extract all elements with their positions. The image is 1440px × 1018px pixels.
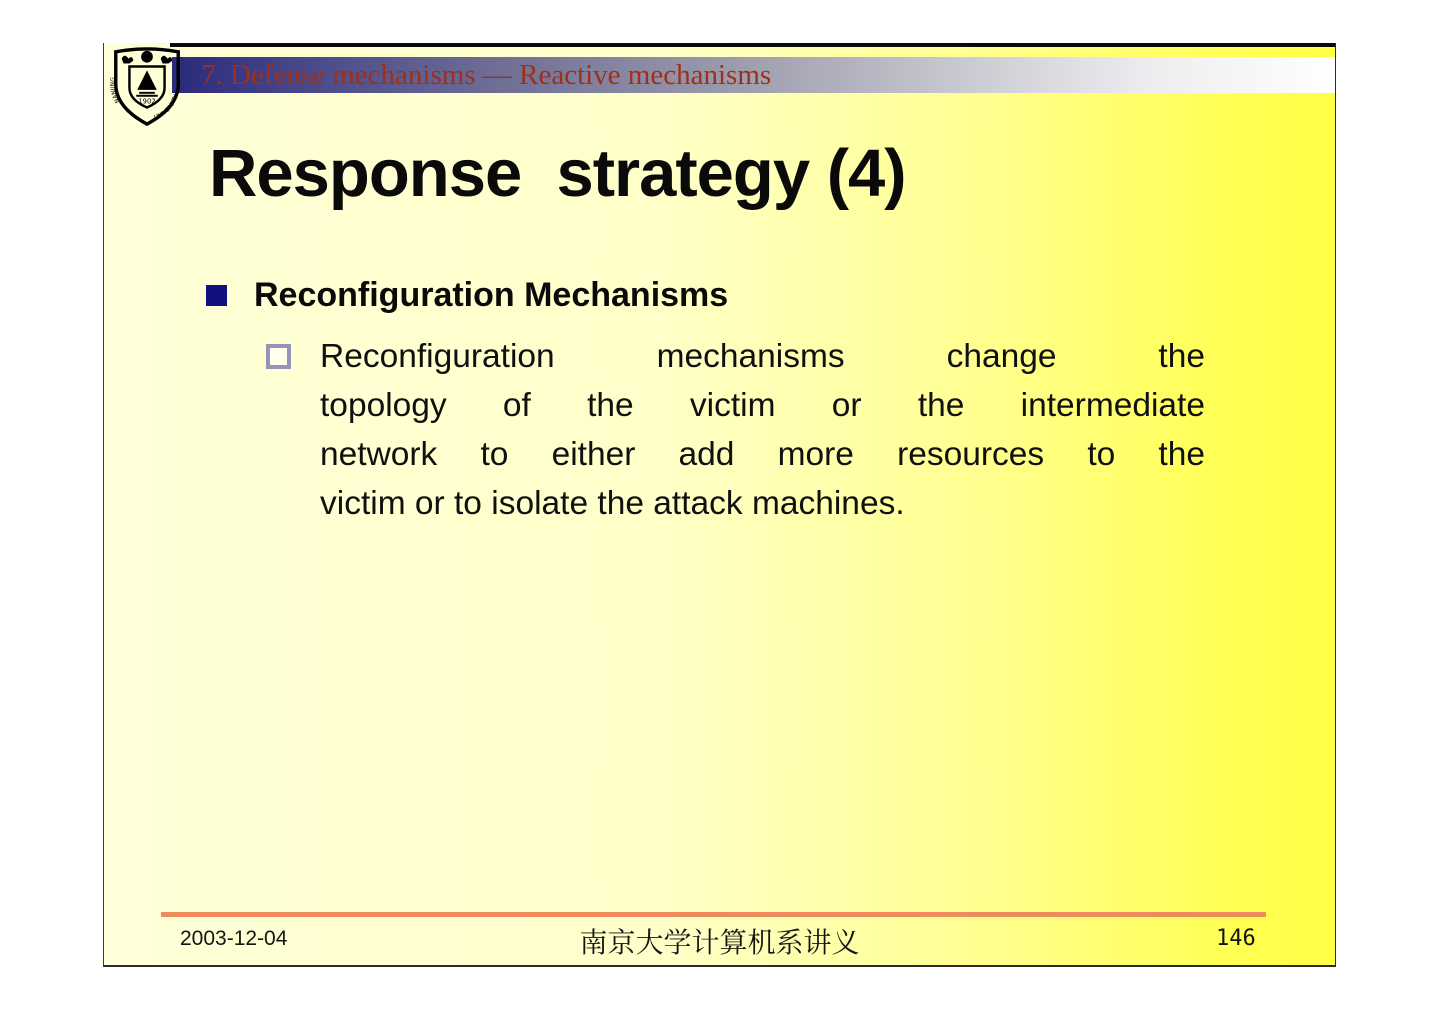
body-text-line: network to either add more resources to the bbox=[320, 436, 1205, 473]
footer-center-text: 南京大学计算机系讲义 bbox=[579, 928, 860, 959]
crest-icon bbox=[106, 45, 188, 127]
body-text-line: Reconfiguration mechanisms change the bbox=[320, 338, 1205, 375]
body-text-line: victim or to isolate the attack machines. bbox=[320, 485, 905, 522]
slide-canvas bbox=[103, 43, 1336, 967]
hollow-square-bullet-icon bbox=[266, 344, 291, 369]
bullet-level1 bbox=[206, 276, 728, 315]
svg-text:NANJING bbox=[110, 77, 121, 104]
svg-text:UNIVERSITY bbox=[153, 94, 179, 122]
square-bullet-icon bbox=[206, 285, 227, 306]
crest-arc-text-right: UNIVERSITY bbox=[153, 93, 180, 122]
body-text-line: topology of the victim or the intermediate bbox=[320, 387, 1205, 424]
slide-title: Response strategy (4) bbox=[209, 136, 906, 211]
footer-date: 2003-12-04 bbox=[180, 927, 288, 950]
bullet-level1-text: Reconfiguration Mechanisms bbox=[254, 276, 729, 314]
header-top-rule bbox=[170, 43, 1335, 47]
header-bar bbox=[172, 57, 1335, 93]
bullet-level2 bbox=[266, 332, 1205, 528]
crest-year: 1902 bbox=[138, 97, 156, 106]
breadcrumb: 7. Defense mechanisms — Reactive mechanisms bbox=[201, 58, 772, 91]
footer-page-number: 146 bbox=[1216, 926, 1256, 951]
footer-divider bbox=[161, 912, 1266, 917]
university-crest-logo bbox=[106, 45, 188, 127]
crest-arc-text-left: NANJING bbox=[110, 76, 122, 104]
bullet-level2-text bbox=[320, 332, 1205, 528]
